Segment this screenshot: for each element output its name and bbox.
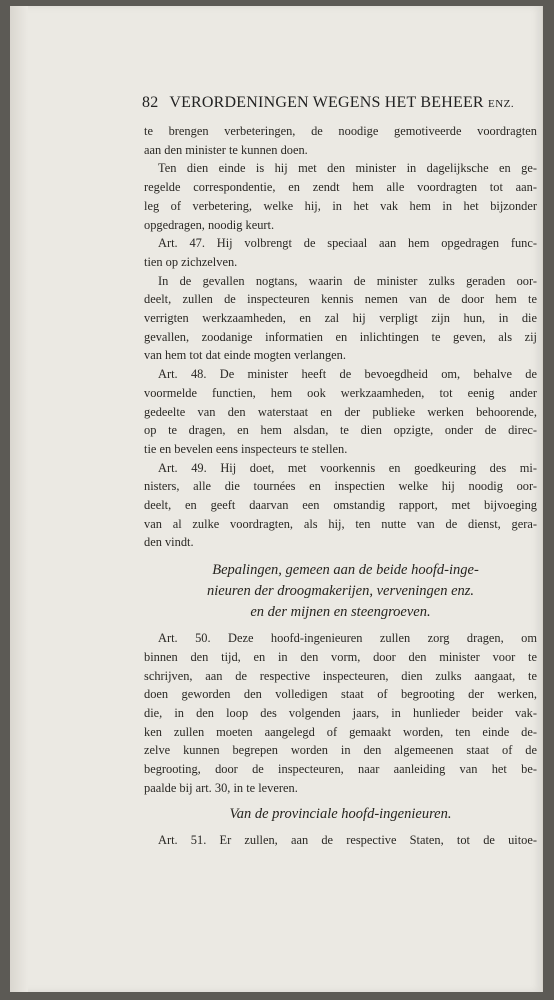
text-line: Art. 50. Deze hoofd-ingenieuren zullen zorg dragen, om xyxy=(158,631,537,646)
header-title: VERORDENINGEN WEGENS HET BEHEER xyxy=(169,94,484,111)
text-line: voormelde functien, hem ook werkzaamheden, tot eenig ander xyxy=(144,385,537,400)
text-line: In de gevallen nogtans, waarin de minister zulks geraden oor- xyxy=(158,273,537,288)
page-gutter xyxy=(10,6,28,992)
section-heading-2 xyxy=(144,804,537,825)
text-line: tie en bevelen eens inspecteurs te stellen. xyxy=(144,441,348,456)
text-line: ken zullen moeten aangelegd of gemaakt worden, ten einde de- xyxy=(144,724,537,739)
text-line: deelt, en geeft daarvan een omstandig rapport, met bijvoeging xyxy=(144,498,537,513)
text-line: te brengen verbeteringen, de noodige gemotiveerde voordragten xyxy=(144,124,537,138)
book-page xyxy=(10,6,543,992)
text-line: gevallen, zoodanige informatien en inlichtingen te geven, als zij xyxy=(144,329,537,344)
text-line: binnen den tijd, en in den vorm, door den minister voor te xyxy=(144,649,537,664)
paragraph-art-48 xyxy=(144,365,537,459)
text-line: den vindt. xyxy=(144,535,194,550)
text-line: leg of verbetering, welke hij, in het vak hem in het bijzonder xyxy=(144,198,537,213)
header-suffix: ENZ. xyxy=(488,98,515,110)
text-line: aan den minister te kunnen doen. xyxy=(144,142,308,157)
paragraph-4 xyxy=(144,272,537,366)
text-line: gedeelte van den waterstaat en der publieke werken behoorende, xyxy=(144,404,537,419)
text-line: nisters, alle die tournées en inspectien welke hij noodig oor- xyxy=(144,479,537,494)
text-line: begrooting, door de inspecteuren, naar aanleiding van het be- xyxy=(144,762,537,777)
text-line: Ten dien einde is hij met den minister in dagelijksche en ge- xyxy=(158,161,537,176)
text-line: op te dragen, en hem alsdan, te dien opzigte, onder de direc- xyxy=(144,423,537,438)
text-line: deelt, zullen de inspecteuren kennis nemen van de door hem te xyxy=(144,292,537,307)
page-number: 82 xyxy=(142,94,159,111)
heading-line: en der mijnen en steengroeven. xyxy=(250,604,431,621)
paragraph-art-50 xyxy=(144,629,537,797)
text-line: Art. 47. Hij volbrengt de speciaal aan hem opgedragen func- xyxy=(158,236,537,251)
text-line: van hem tot dat einde mogten verlangen. xyxy=(144,348,346,363)
heading-line: Bepalingen, gemeen aan de beide hoofd-inge- xyxy=(212,562,479,579)
paragraph-art-49 xyxy=(144,459,537,553)
paragraph-2 xyxy=(144,159,537,234)
text-line: schrijven, aan de respective inspecteuren, dien zulks aangaat, te xyxy=(144,668,537,683)
paragraph-1 xyxy=(144,122,537,159)
text-line: paalde bij art. 30, in te leveren. xyxy=(144,780,298,795)
text-line: die, in den loop des volgenden jaars, in hunlieder beider vak- xyxy=(144,705,537,720)
text-line: Art. 48. De minister heeft de bevoegdheid om, behalve de xyxy=(158,367,537,382)
text-line: doen geworden den volledigen staat of begrooting der werken, xyxy=(144,687,537,702)
body-text xyxy=(144,122,537,849)
text-line: Art. 49. Hij doet, met voorkennis en goedkeuring des mi- xyxy=(158,460,537,475)
heading-line: Van de provinciale hoofd-ingenieuren. xyxy=(229,805,452,822)
text-line: Art. 51. Er zullen, aan de respective Staten, tot de uitoe- xyxy=(158,832,537,847)
text-line: van al zulke voordragten, als hij, ten nutte van de dienst, gera- xyxy=(144,516,537,531)
text-line: verrigten werkzaamheden, en zal hij verpligt zijn hun, in die xyxy=(144,311,537,326)
section-heading xyxy=(144,560,537,623)
text-line: tien op zichzelven. xyxy=(144,254,238,269)
text-line: zelve kunnen begrepen worden in den algemeenen staat of de xyxy=(144,743,537,758)
heading-line: nieuren der droogmakerijen, verveningen enz. xyxy=(206,583,475,600)
text-line: opgedragen, noodig keurt. xyxy=(144,217,275,232)
paragraph-art-51 xyxy=(144,831,537,850)
text-line: regelde correspondentie, en zendt hem alle voordragten tot aan- xyxy=(144,180,537,195)
paragraph-art-47 xyxy=(144,234,537,271)
running-header xyxy=(142,94,542,112)
